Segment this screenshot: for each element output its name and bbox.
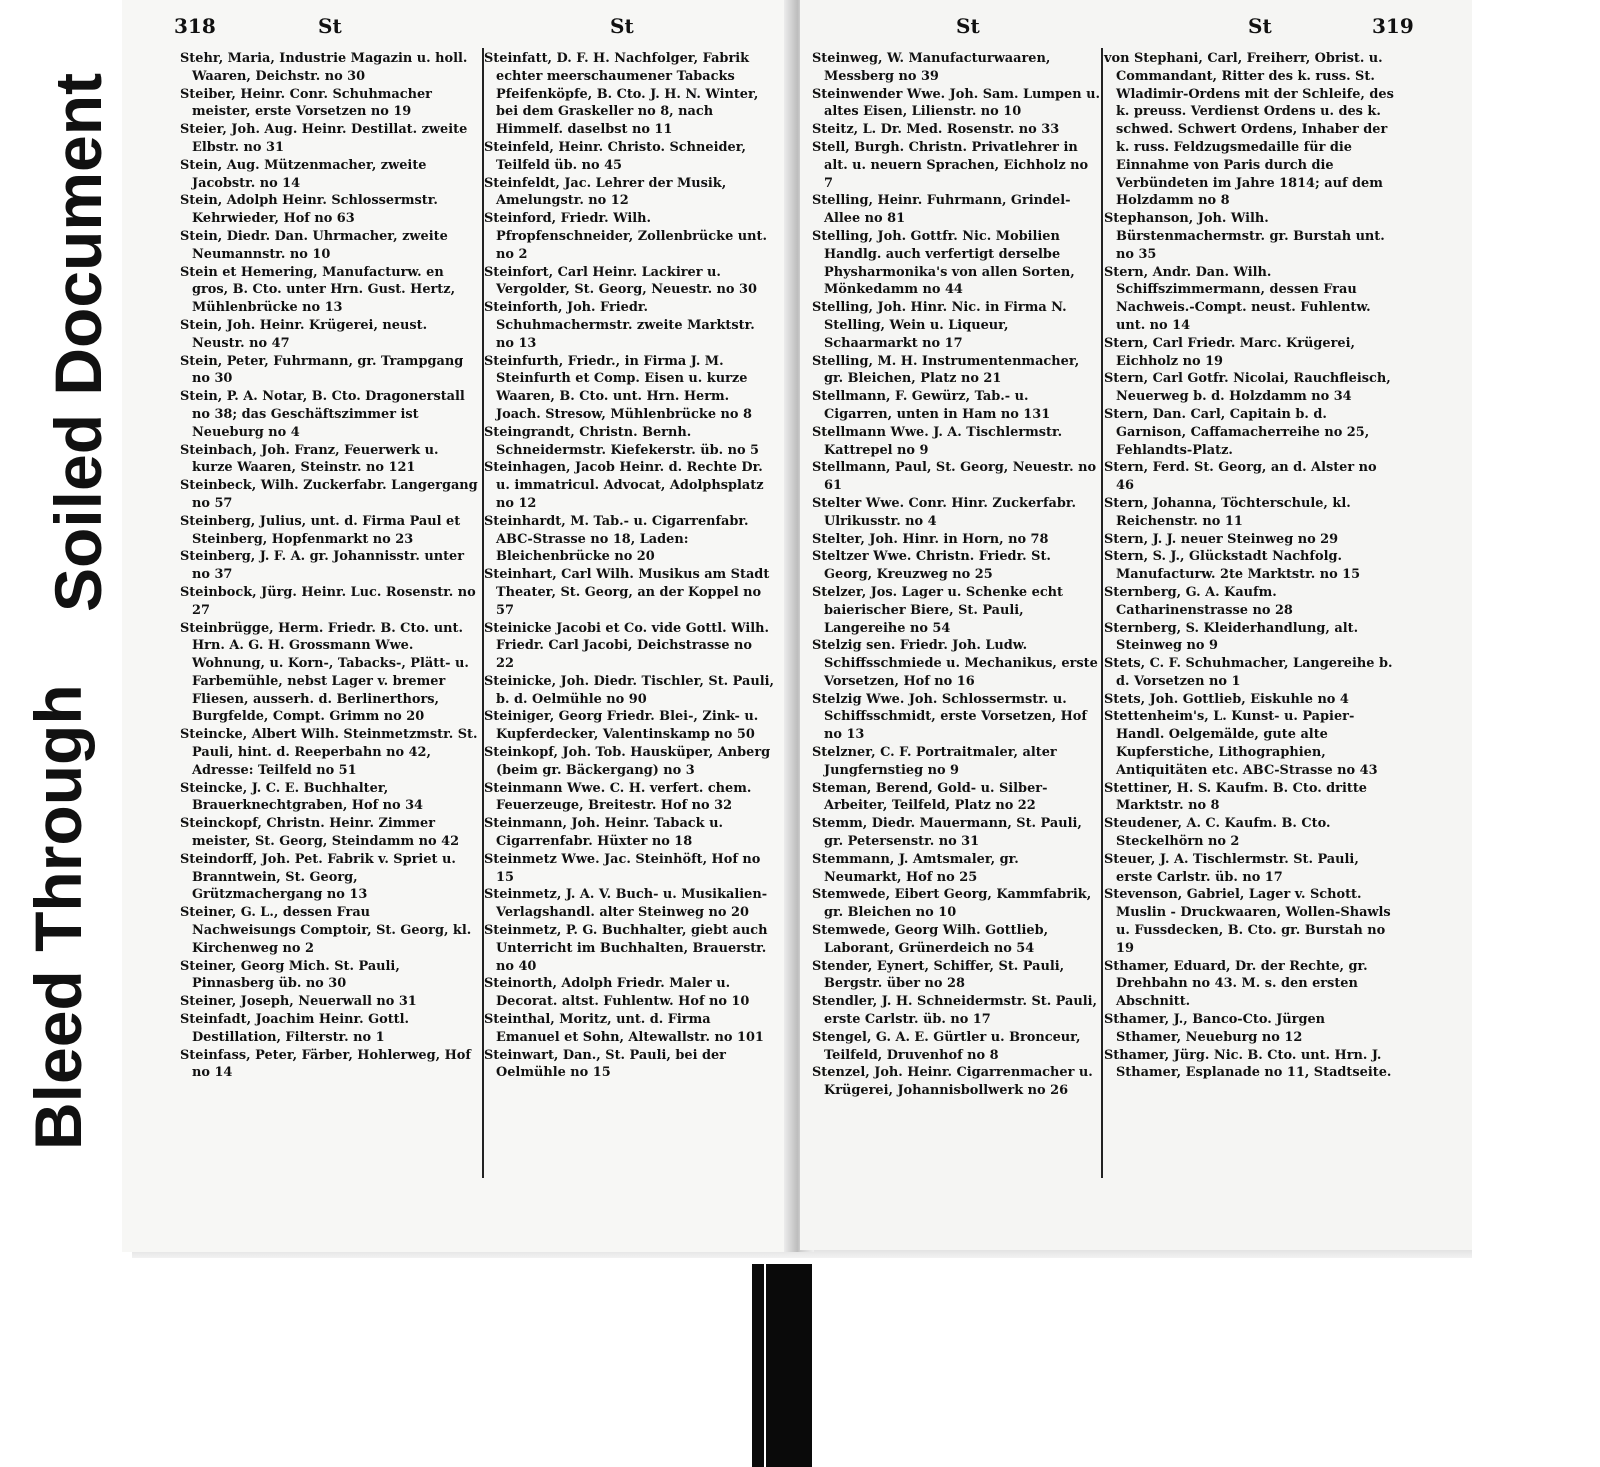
directory-entry: Stern, Carl Gotfr. Nicolai, Rauchfleisch, Neuerweg b. d. Holzdamm no 34	[1104, 371, 1391, 405]
directory-entry: Stell, Burgh. Christn. Privatlehrer in alt. u. neuern Sprachen, Eichholz no 7	[812, 139, 1089, 191]
page-number: 319	[1372, 14, 1414, 38]
directory-entry: Steiner, G. L., dessen Frau Nachweisungs Comptoir, St. Georg, kl. Kirchenweg no 2	[180, 905, 472, 956]
directory-entry: Steinfass, Peter, Färber, Hohlerweg, Hof no 14	[180, 1047, 471, 1081]
directory-entry: Sternberg, S. Kleiderhandlung, alt. Steinweg no 9	[1104, 620, 1359, 654]
directory-entry: Steinford, Friedr. Wilh. Pfropfenschneider, Zollenbrücke unt. no 2	[484, 211, 767, 262]
directory-entry: Stellmann, F. Gewürz, Tab.- u. Cigarren, unten in Ham no 131	[812, 389, 1051, 422]
directory-entry: Steinwart, Dan., St. Pauli, bei der Oelmühle no 15	[484, 1047, 726, 1081]
directory-entry: Steincke, J. C. E. Buchhalter, Brauerknechtgraben, Hof no 34	[180, 780, 424, 814]
directory-entry: Stets, Joh. Gottlieb, Eiskuhle no 4	[1104, 691, 1349, 707]
directory-entry: Sthamer, J., Banco-Cto. Jürgen Sthamer, Neueburg no 12	[1104, 1012, 1326, 1045]
directory-entry: Steinfeld, Heinr. Christo. Schneider, Teilfeld üb. no 45	[484, 139, 747, 173]
directory-entry: Stern, Andr. Dan. Wilh. Schiffszimmermann, dessen Frau Nachweis.-Compt. neust. Fuhlentw. unt. no 14	[1104, 264, 1371, 333]
directory-entry: Stern, Ferd. St. Georg, an d. Alster no 46	[1104, 460, 1377, 494]
directory-entry: Stein, Aug. Mützenmacher, zweite Jacobstr. no 14	[180, 157, 427, 191]
directory-entry: Steinhardt, M. Tab.- u. Cigarrenfabr. ABC-Strasse no 18, Laden: Bleichenbrücke no 20	[484, 513, 749, 565]
directory-entry: Steinwender Wwe. Joh. Sam. Lumpen u. altes Eisen, Lilienstr. no 10	[812, 86, 1100, 120]
directory-entry: Stelling, Joh. Gottfr. Nic. Mobilien Handlg. auch verfertigt derselbe Physharmonika's von allen Sorten, Mönkedamm no 44	[812, 228, 1075, 298]
directory-column	[1104, 50, 1394, 1082]
directory-column	[180, 50, 478, 1082]
directory-entry: Steinhagen, Jacob Heinr. d. Rechte Dr. u. immatricul. Advocat, Adolphsplatz no 12	[484, 460, 764, 511]
directory-entry: Stein, Adolph Heinr. Schlossermstr. Kehrwieder, Hof no 63	[180, 193, 438, 227]
right-page-header	[800, 6, 1472, 42]
directory-entry: Steinbrügge, Herm. Friedr. B. Cto. unt. Hrn. A. G. H. Grossmann Wwe. Wohnung, u. Korn-, Tabacks-, Plätt- u. Farbemühle, nebst Lager v. bremer Fliesen, ausserh. d. Berlinerthors, Burgfelde, Compt. Grimm no 20	[180, 620, 469, 725]
directory-entry: Steinicke, Joh. Diedr. Tischler, St. Pauli, b. d. Oelmühle no 90	[484, 673, 774, 707]
directory-entry: Steinfatt, D. F. H. Nachfolger, Fabrik echter meerschaumener Tabacks Pfeifenköpfe, B. Cto. J. H. N. Winter, bei dem Graskeller no 8, nach Himmelf. daselbst no 11	[484, 51, 759, 138]
running-head: St	[956, 14, 980, 38]
right-page	[800, 0, 1472, 1250]
directory-entry: von Stephani, Carl, Freiherr, Obrist. u. Commandant, Ritter des k. russ. St. Wladimir-Ordens mit der Schleife, des k. preuss. Verdienst Ordens u. des k. schwed. Schwert Ordens, Inhaber der k. russ. Feldzugsmedaille für die Einnahme von Paris durch die Verbündeten im Jahre 1814; auf dem Holzdamm no 8	[1104, 51, 1394, 209]
directory-entry: Stern, S. J., Glückstadt Nachfolg. Manufacturw. 2te Marktstr. no 15	[1104, 549, 1361, 583]
directory-entry: Steiner, Joseph, Neuerwall no 31	[180, 994, 417, 1010]
film-leader-bar	[752, 1264, 812, 1467]
directory-entry: Steinbach, Joh. Franz, Feuerwerk u. kurze Waaren, Steinstr. no 121	[180, 442, 439, 476]
directory-entry: Stettenheim's, L. Kunst- u. Papier-Handl. Oelgemälde, gute alte Kupferstiche, Lithographien, Antiquitäten etc. ABC-Strasse no 43	[1104, 709, 1378, 778]
directory-entry: Stein et Hemering, Manufacturw. en gros, B. Cto. unter Hrn. Gust. Hertz, Mühlenbrücke no 13	[180, 264, 456, 316]
directory-entry: Steinkopf, Joh. Tob. Hausküper, Anberg (beim gr. Bäckergang) no 3	[484, 745, 771, 778]
directory-entry: Steinmann Wwe. C. H. verfert. chem. Feuerzeuge, Breitestr. Hof no 32	[484, 780, 752, 814]
directory-entry: Steltzer Wwe. Christn. Friedr. St. Georg, Kreuzweg no 25	[812, 549, 1051, 583]
directory-entry: Steinfort, Carl Heinr. Lackirer u. Vergolder, St. Georg, Neuestr. no 30	[484, 264, 757, 298]
directory-entry: Steinberg, Julius, unt. d. Firma Paul et Steinberg, Hopfenmarkt no 23	[180, 513, 461, 547]
directory-entry: Steiniger, Georg Friedr. Blei-, Zink- u. Kupferdecker, Valentinskamp no 50	[484, 709, 759, 743]
directory-entry: Stemwede, Georg Wilh. Gottlieb, Laborant, Grünerdeich no 54	[812, 923, 1049, 956]
left-page	[122, 0, 794, 1252]
directory-entry: Steinmann, Joh. Heinr. Taback u. Cigarrenfabr. Hüxter no 18	[484, 816, 723, 850]
directory-entry: Steudener, A. C. Kaufm. B. Cto. Steckelhörn no 2	[1104, 816, 1331, 850]
directory-entry: Stern, J. J. neuer Steinweg no 29	[1104, 531, 1339, 547]
directory-entry: Stelzner, C. F. Portraitmaler, alter Jungfernstieg no 9	[812, 745, 1057, 778]
directory-entry: Stettiner, H. S. Kaufm. B. Cto. dritte Marktstr. no 8	[1104, 780, 1367, 814]
directory-entry: Steitz, L. Dr. Med. Rosenstr. no 33	[812, 122, 1060, 138]
directory-entry: Steinfeldt, Jac. Lehrer der Musik, Amelungstr. no 12	[484, 175, 727, 209]
left-page-header	[122, 6, 794, 42]
directory-entry: Steiner, Georg Mich. St. Pauli, Pinnasberg üb. no 30	[180, 958, 400, 992]
directory-entry: Steinckopf, Christn. Heinr. Zimmer meister, St. Georg, Steindamm no 42	[180, 816, 460, 850]
directory-column	[484, 50, 774, 1082]
directory-entry: Steuer, J. A. Tischlermstr. St. Pauli, erste Carlstr. üb. no 17	[1104, 851, 1359, 885]
directory-entry: Steinweg, W. Manufacturwaaren, Messberg no 39	[812, 51, 1051, 84]
directory-entry: Stelling, Heinr. Fuhrmann, Grindel-Allee no 81	[812, 193, 1071, 227]
directory-entry: Stelling, M. H. Instrumentenmacher, gr. Bleichen, Platz no 21	[812, 353, 1080, 387]
directory-entry: Stephanson, Joh. Wilh. Bürstenmachermstr. gr. Burstah unt. no 35	[1104, 211, 1385, 262]
directory-entry: Steinforth, Joh. Friedr. Schuhmachermstr. zweite Marktstr. no 13	[484, 300, 755, 351]
directory-entry: Stemwede, Eibert Georg, Kammfabrik, gr. Bleichen no 10	[812, 887, 1092, 921]
directory-entry: Steincke, Albert Wilh. Steinmetzmstr. St. Pauli, hint. d. Reeperbahn no 42, Adresse: Teilfeld no 51	[180, 727, 478, 778]
directory-entry: Stelter Wwe. Conr. Hinr. Zuckerfabr. Ulrikusstr. no 4	[812, 495, 1076, 529]
directory-entry: Steinbock, Jürg. Heinr. Luc. Rosenstr. no 27	[180, 584, 476, 618]
directory-entry: Stern, Dan. Carl, Capitain b. d. Garnison, Caffamacherreihe no 25, Fehlandts-Platz.	[1104, 406, 1370, 458]
directory-entry: Stein, Peter, Fuhrmann, gr. Trampgang no 30	[180, 353, 464, 387]
soiled-document-stamp: Soiled Document	[41, 72, 115, 612]
directory-entry: Steinbeck, Wilh. Zuckerfabr. Langergang no 57	[180, 478, 478, 511]
directory-entry: Steiber, Heinr. Conr. Schuhmacher meister, erste Vorsetzen no 19	[180, 86, 432, 120]
directory-entry: Steman, Berend, Gold- u. Silber-Arbeiter, Teilfeld, Platz no 22	[812, 780, 1048, 814]
directory-entry: Steinfurth, Friedr., in Firma J. M. Steinfurth et Comp. Eisen u. kurze Waaren, B. Cto. unt. Hrn. Herm. Joach. Stresow, Mühlenbrücke no 8	[484, 353, 752, 422]
directory-entry: Sternberg, G. A. Kaufm. Catharinenstrasse no 28	[1104, 584, 1293, 618]
directory-entry: Steinmetz Wwe. Jac. Steinhöft, Hof no 15	[484, 851, 761, 885]
directory-entry: Steinmetz, P. G. Buchhalter, giebt auch Unterricht im Buchhalten, Brauerstr. no 40	[484, 923, 768, 974]
directory-entry: Stelling, Joh. Hinr. Nic. in Firma N. Stelling, Wein u. Liqueur, Schaarmarkt no 17	[812, 300, 1067, 351]
directory-entry: Stemm, Diedr. Mauermann, St. Pauli, gr. Petersenstr. no 31	[812, 816, 1082, 850]
directory-entry: Stehr, Maria, Industrie Magazin u. holl. Waaren, Deichstr. no 30	[180, 51, 468, 84]
directory-column	[812, 50, 1100, 1100]
directory-entry: Stendler, J. H. Schneidermstr. St. Pauli, erste Carlstr. üb. no 17	[812, 994, 1098, 1028]
column-rule	[1101, 48, 1103, 1178]
directory-entry: Stellmann Wwe. J. A. Tischlermstr. Kattrepel no 9	[812, 424, 1063, 458]
directory-entry: Stelzer, Jos. Lager u. Schenke echt baierischer Biere, St. Pauli, Langereihe no 54	[812, 584, 1064, 636]
directory-entry: Stelzig Wwe. Joh. Schlossermstr. u. Schiffsschmidt, erste Vorsetzen, Hof no 13	[812, 691, 1087, 743]
page-number: 318	[174, 14, 216, 38]
running-head: St	[610, 14, 634, 38]
directory-entry: Stein, Joh. Heinr. Krügerei, neust. Neustr. no 47	[180, 317, 428, 351]
directory-entry: Stengel, G. A. E. Gürtler u. Bronceur, Teilfeld, Druvenhof no 8	[812, 1029, 1081, 1063]
running-head: St	[1248, 14, 1272, 38]
directory-entry: Stets, C. F. Schuhmacher, Langereihe b. d. Vorsetzen no 1	[1104, 656, 1393, 689]
directory-entry: Steier, Joh. Aug. Heinr. Destillat. zweite Elbstr. no 31	[180, 122, 468, 155]
directory-entry: Sthamer, Eduard, Dr. der Rechte, gr. Drehbahn no 43. M. s. den ersten Abschnitt.	[1104, 958, 1368, 1010]
directory-entry: Steindorff, Joh. Pet. Fabrik v. Spriet u. Branntwein, St. Georg, Grützmachergang no 13	[180, 851, 456, 903]
directory-entry: Stevenson, Gabriel, Lager v. Schott. Muslin - Druckwaaren, Wollen-Shawls u. Fussdecken, B. Cto. gr. Burstah no 19	[1104, 887, 1391, 956]
directory-entry: Steinmetz, J. A. V. Buch- u. Musikalien-Verlagshandl. alter Steinweg no 20	[484, 887, 768, 921]
directory-entry: Stender, Eynert, Schiffer, St. Pauli, Bergstr. über no 28	[812, 958, 1065, 992]
directory-entry: Steinhart, Carl Wilh. Musikus am Stadt Theater, St. Georg, an der Koppel no 57	[484, 567, 770, 618]
directory-entry: Steinthal, Moritz, unt. d. Firma Emanuel et Sohn, Altewallstr. no 101	[484, 1012, 764, 1045]
directory-entry: Stern, Johanna, Töchterschule, kl. Reichenstr. no 11	[1104, 495, 1351, 529]
directory-entry: Steinorth, Adolph Friedr. Maler u. Decorat. altst. Fuhlentw. Hof no 10	[484, 976, 750, 1010]
running-head: St	[318, 14, 342, 38]
directory-entry: Stelter, Joh. Hinr. in Horn, no 78	[812, 531, 1049, 547]
directory-entry: Stelzig sen. Friedr. Joh. Ludw. Schiffsschmiede u. Mechanikus, erste Vorsetzen, Hof no 16	[812, 638, 1098, 689]
directory-entry: Steinicke Jacobi et Co. vide Gottl. Wilh. Friedr. Carl Jacobi, Deichstrasse no 22	[484, 620, 770, 672]
directory-entry: Stellmann, Paul, St. Georg, Neuestr. no 61	[812, 460, 1097, 494]
directory-entry: Stein, Diedr. Dan. Uhrmacher, zweite Neumannstr. no 10	[180, 228, 448, 262]
directory-entry: Sthamer, Jürg. Nic. B. Cto. unt. Hrn. J. Sthamer, Esplanade no 11, Stadtseite.	[1104, 1047, 1392, 1081]
directory-entry: Stein, P. A. Notar, B. Cto. Dragonerstall no 38; das Geschäftszimmer ist Neueburg no 4	[180, 389, 465, 440]
directory-entry: Stern, Carl Friedr. Marc. Krügerei, Eichholz no 19	[1104, 335, 1356, 369]
directory-entry: Stenzel, Joh. Heinr. Cigarrenmacher u. Krügerei, Johannisbollwerk no 26	[812, 1065, 1093, 1099]
directory-entry: Steinfadt, Joachim Heinr. Gottl. Destillation, Filterstr. no 1	[180, 1012, 410, 1045]
directory-entry: Steinberg, J. F. A. gr. Johannisstr. unter no 37	[180, 549, 465, 583]
directory-entry: Stemmann, J. Amtsmaler, gr. Neumarkt, Hof no 25	[812, 851, 1019, 885]
directory-entry: Steingrandt, Christn. Bernh. Schneidermstr. Kiefekerstr. üb. no 5	[484, 424, 759, 458]
bleed-through-stamp: Bleed Through	[21, 684, 95, 1150]
